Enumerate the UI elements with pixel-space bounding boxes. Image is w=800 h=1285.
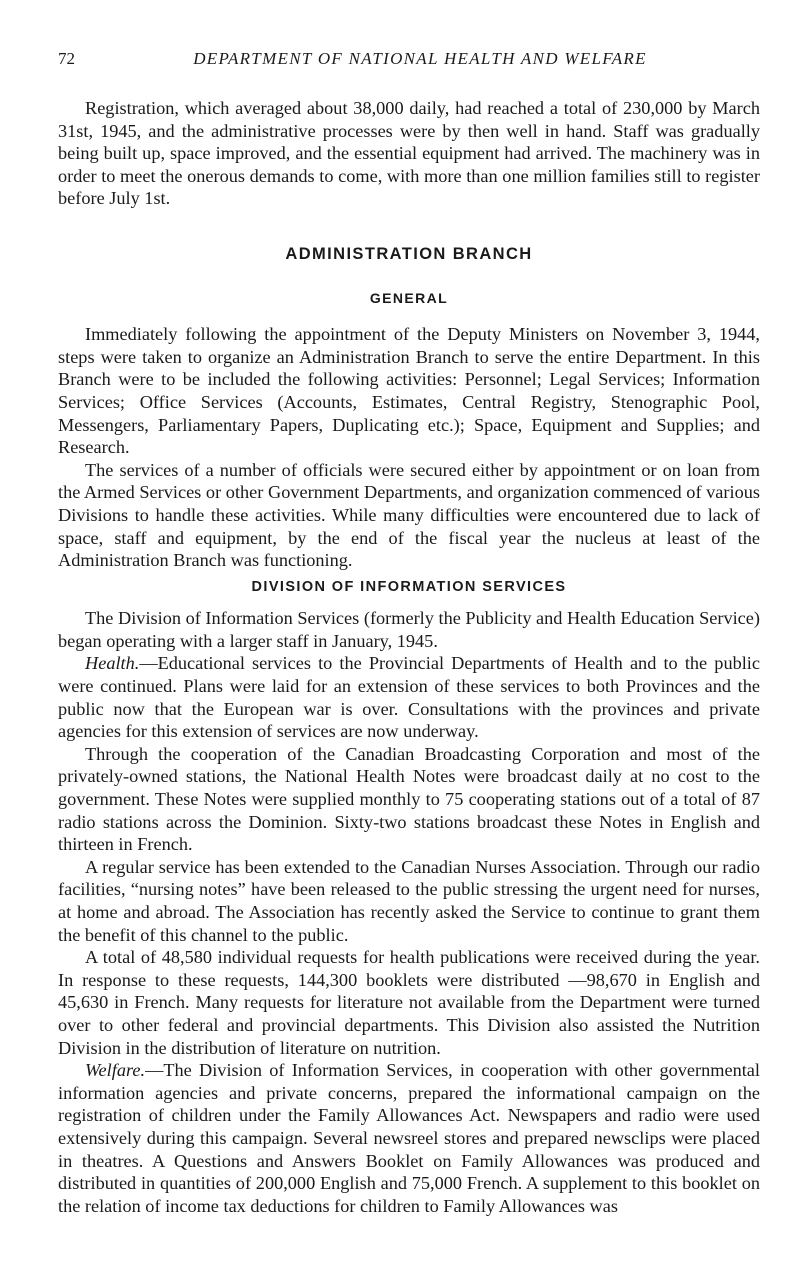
- welfare-paragraph: [58, 1059, 760, 1217]
- health-paragraph-publications: A total of 48,580 individual requests for health publications were received during the year. In response to these requests, 144,300 booklets were distributed —98,670 in English and 45,630 in French. Many requests for literature not available from the Department were turned over to other federal and provincial departments. This Division also assisted the Nutrition Division in the distribution of literature on nutrition.: [58, 947, 760, 1058]
- health-paragraph-text: —Educational services to the Provincial Departments of Health and to the public were continued. Plans were laid for an extension of these services to both Provinces and the public now that the European war is over. Consultations with the provinces and private agencies for this extension of services are now underway.: [58, 653, 760, 742]
- division-intro-paragraph: The Division of Information Services (formerly the Publicity and Health Education Service) began operating with a larger staff in January, 1945.: [58, 608, 760, 651]
- body-text: [58, 97, 760, 1217]
- health-paragraph: [58, 652, 760, 742]
- general-paragraph-1: Immediately following the appointment of the Deputy Ministers on November 3, 1944, steps were taken to organize an Administration Branch to serve the entire Department. In this Branch were to be included the following activities: Personnel; Legal Services; Information Services; Office Services (Accounts, Estimates, Central Registry, Stenographic Pool, Messengers, Parliamentary Papers, Duplicating etc.); Space, Equipment and Supplies; and Research.: [58, 324, 760, 458]
- intro-paragraph: Registration, which averaged about 38,000 daily, had reached a total of 230,000 by March 31st, 1945, and the administrative processes were by then well in hand. Staff was gradually being built up, space improved, and the essential equipment had arrived. The machinery was in order to meet the onerous demands to come, with more than one million families still to register before July 1st.: [58, 98, 760, 209]
- running-title: DEPARTMENT OF NATIONAL HEALTH AND WELFARE: [193, 49, 647, 68]
- division-heading: DIVISION OF INFORMATION SERVICES: [251, 578, 567, 595]
- page-number: 72: [58, 49, 75, 68]
- section-heading: ADMINISTRATION BRANCH: [285, 244, 533, 263]
- health-paragraph-nurses: A regular service has been extended to the Canadian Nurses Association. Through our radio facilities, “nursing notes” have been released to the public stressing the urgent need for nurses, at home and abroad. The Association has recently asked the Service to continue to grant them the benefit of this channel to the public.: [58, 856, 760, 945]
- welfare-paragraph-text: —The Division of Information Services, in cooperation with other governmental information agencies and private concerns, prepared the informational campaign on the registration of children under the Family Allowances Act. Newspapers and radio were used extensively during this campaign. Several newsreel stores and prepared newsclips were placed in theatres. A Questions and Answers Booklet on Family Allowances was produced and distributed in quantities of 200,000 English and 75,000 French. A supplement to this booklet on the relation of income tax deductions for children to Family Allowances was: [58, 1060, 760, 1216]
- welfare-runin-label: Welfare.: [85, 1060, 146, 1081]
- subsection-heading: GENERAL: [369, 289, 449, 306]
- health-runin-label: Health.: [85, 653, 140, 674]
- general-paragraph-2: The services of a number of officials were secured either by appointment or on loan from the Armed Services or other Government Departments, and organization commenced of various Divisions to handle these activities. While many difficulties were encountered due to lack of space, staff and equipment, by the end of the fiscal year the nucleus at least of the Administration Branch was functioning.: [58, 459, 760, 571]
- health-paragraph-broadcast: Through the cooperation of the Canadian Broadcasting Corporation and most of the privately-owned stations, the National Health Notes were broadcast daily at no cost to the government. These Notes were supplied monthly to 75 cooperating stations out of a total of 87 radio stations across the Dominion. Sixty-two stations broadcast these Notes in English and thirteen in French.: [58, 743, 760, 855]
- running-header: [58, 44, 730, 74]
